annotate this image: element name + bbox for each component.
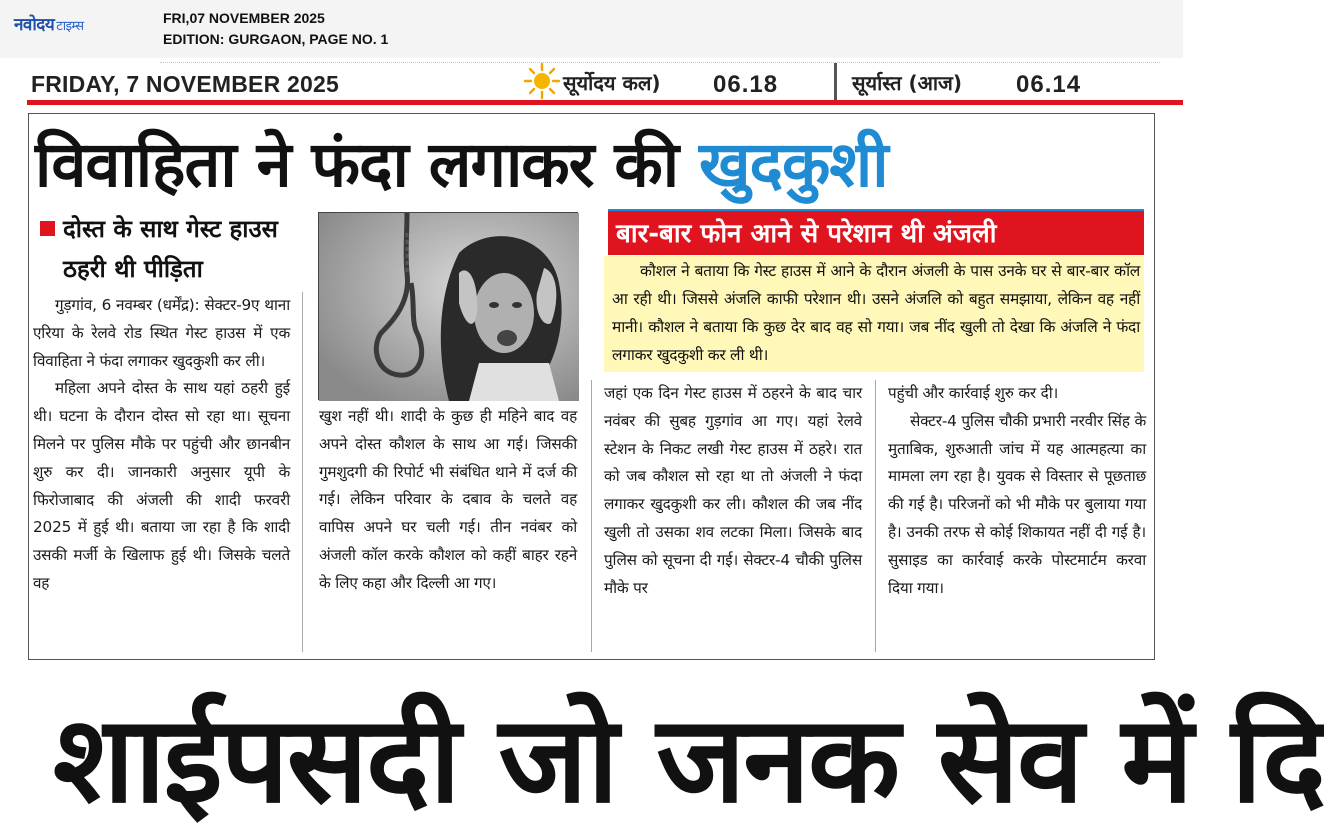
logo-main: नवोदय xyxy=(14,15,55,35)
next-story-headline[interactable]: शाईपसदी जो जनक सेव में दि xyxy=(53,691,1324,830)
highlight-text: कौशल ने बताया कि गेस्ट हाउस में आने के दौरान अंजली के पास उनके घर से बार-बार कॉल आ रही थी। जिससे अंजलि काफी परेशान थी। उसने अंजलि को बहुत समझाया, लेकिन वह नहीं मानी। कौशल ने बताया कि कुछ देर बाद वह सो गया। जब नींद खुली तो देखा कि अंजलि ने फंदा लगाकर खुदकुशी कर ली थी। xyxy=(612,262,1140,364)
column-1-paragraph-1: गुड़गांव, 6 नवम्बर (धर्मेंद्र): सेक्टर-9ए थाना एरिया के रेलवे रोड स्थित गेस्ट हाउस में एक विवाहिता ने फंदा लगाकर खुदकुशी कर ली। xyxy=(33,296,290,370)
sun-icon xyxy=(524,63,560,99)
column-rule xyxy=(591,380,592,652)
sunrise-label: सूर्योदय कल) xyxy=(563,71,661,95)
highlight-banner: बार-बार फोन आने से परेशान थी अंजली xyxy=(608,209,1144,255)
column-4-paragraph-1: पहुंची और कार्रवाई शुरु कर दी। xyxy=(888,384,1059,402)
sunset-time: 06.14 xyxy=(1016,71,1082,98)
story-subhead: दोस्त के साथ गेस्ट हाउस ठहरी थी पीड़िता xyxy=(63,215,278,283)
column-1-paragraph-2: महिला अपने दोस्त के साथ यहां ठहरी हुई थी। घटना के दौरान दोस्त सो रहा था। सूचना मिलने पर पुलिस मौके पर पहुंची और छानबीन शुरु कर दी। जानकारी अनुसार यूपी के फिरोजाबाद की अंजली की शादी फरवरी 2025 में हुई थी। बताया जा रहा है कि शादी उसकी मर्जी के खिलाफ हुई थी। जिसके चलते वह xyxy=(33,379,290,592)
red-square-bullet-icon xyxy=(40,221,55,236)
column-4-paragraph-2: सेक्टर-4 पुलिस चौकी प्रभारी नरवीर सिंह के मुताबिक, शुरुआती जांच में यह आत्महत्या का मामला लग रहा है। युवक से विस्तार से पूछताछ की गई है। परिजनों को भी मौके पर बुलाया गया है। उनकी तरफ से कोई शिकायत नहीं दी गई है। सुसाइड का कार्रवाई करके पोस्टमार्टम करवा दिया गया। xyxy=(888,411,1146,597)
sunset-label: सूर्यास्त (आज) xyxy=(852,71,963,95)
edition-info: EDITION: GURGAON, PAGE NO. 1 xyxy=(163,31,389,47)
article-column-2 xyxy=(319,403,577,598)
headline-main: विवाहिता ने फंदा लगाकर की xyxy=(35,128,700,201)
issue-date: FRI,07 NOVEMBER 2025 xyxy=(163,10,325,26)
newspaper-logo[interactable] xyxy=(14,12,84,35)
column-rule xyxy=(302,292,303,652)
top-bar xyxy=(0,0,1183,58)
page-date: FRIDAY, 7 NOVEMBER 2025 xyxy=(31,71,339,97)
dateline-separator xyxy=(834,63,837,100)
story-photo[interactable] xyxy=(318,212,578,400)
article-column-4 xyxy=(888,380,1146,602)
sunrise-time: 06.18 xyxy=(713,71,779,98)
red-rule xyxy=(27,100,1183,105)
story-headline[interactable] xyxy=(35,120,888,205)
divider xyxy=(160,62,1160,63)
noose-woman-photo-image xyxy=(319,213,579,401)
column-2-paragraph: खुश नहीं थी। शादी के कुछ ही महिने बाद वह अपने दोस्त कौशल के साथ आ गई। जिसकी गुमशुदगी की रिपोर्ट भी संबंधित थाने में दर्ज की गई। लेकिन परिवार के दबाव के चलते वह वापिस अपने घर चली गई। तीन नवंबर को अंजली कॉल करके कौशल को कहीं बाहर रहने के लिए कहा और दिल्ली आ गए। xyxy=(319,407,577,592)
headline-highlight: खुदकुशी xyxy=(699,128,888,201)
logo-sub: टाइम्स xyxy=(56,19,84,34)
article-column-3 xyxy=(604,380,862,602)
article-column-1 xyxy=(33,292,290,598)
column-rule xyxy=(875,380,876,652)
column-3-paragraph: जहां एक दिन गेस्ट हाउस में ठहरने के बाद चार नवंबर की सुबह गुड़गांव आ गए। यहां रेलवे स्टेशन के निकट लखी गेस्ट हाउस में ठहरे। रात को जब कौशल सो रहा था तो अंजली ने फंदा लगाकर खुदकुशी कर ली। कौशल की जब नींद खुली तो उसका शव लटका मिला। जिसके बाद पुलिस को सूचना दी गई। सेक्टर-4 चौकी पुलिस मौके पर xyxy=(604,384,862,597)
